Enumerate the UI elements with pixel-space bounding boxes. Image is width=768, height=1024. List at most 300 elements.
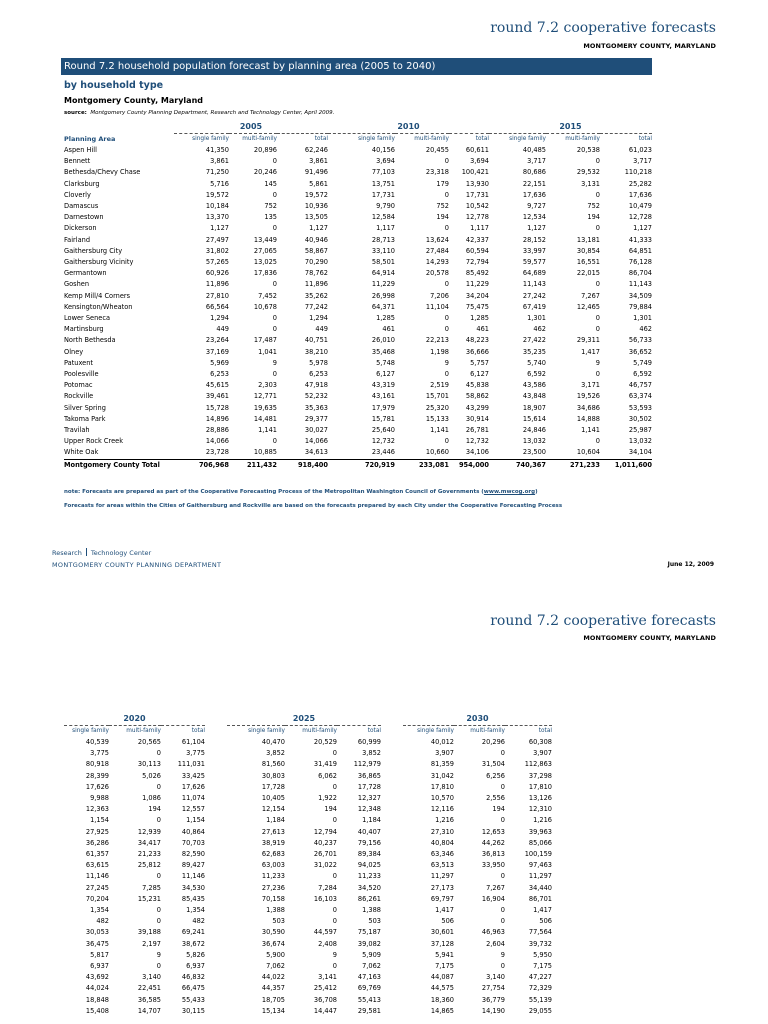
table-cell: 37,128	[430, 939, 454, 948]
table-cell: 13,930	[465, 179, 489, 188]
table-cell: 18,907	[522, 403, 546, 412]
table-cell: 30,590	[261, 928, 285, 937]
table-cell: 1,141	[430, 426, 449, 435]
table-cell: 37,298	[528, 771, 552, 780]
table-cell: 0	[332, 906, 337, 915]
table-cell: 12,939	[137, 827, 161, 836]
table-cell: 31,022	[313, 861, 337, 870]
table-cell: 29,377	[304, 414, 328, 423]
table-cell: 12,653	[481, 827, 505, 836]
table-cell: 29,055	[528, 1006, 552, 1015]
table-cell: 11,146	[181, 872, 205, 881]
table-cell: 94,025	[357, 861, 381, 870]
planning-area-name: Takoma Park	[64, 414, 106, 423]
table-cell: 9	[595, 358, 600, 367]
planning-area-name: Fairland	[64, 235, 91, 244]
planning-area-name: Potomac	[64, 381, 93, 390]
table-cell: 30,601	[430, 928, 454, 937]
table-cell: 62,246	[304, 146, 328, 154]
table-cell: 30,914	[465, 414, 489, 423]
table-cell: 7,175	[533, 962, 552, 971]
table-cell: 0	[500, 782, 505, 791]
table-cell: 0	[595, 325, 600, 334]
table-cell: 0	[156, 749, 161, 758]
table-cell: 63,615	[85, 861, 109, 870]
table-cell: 20,529	[313, 738, 337, 746]
table-cell: 1,417	[435, 906, 454, 915]
table-cell: 61,104	[181, 738, 205, 746]
column-spacer	[381, 793, 403, 804]
table-cell: 17,979	[371, 403, 395, 412]
column-spacer	[381, 916, 403, 927]
table-row	[64, 436, 652, 447]
table-cell: 0	[595, 437, 600, 446]
year-label: 2025	[227, 713, 381, 726]
table-cell: 0	[332, 917, 337, 926]
table-cell: 26,781	[465, 426, 489, 435]
table-cell: 706,968	[174, 459, 229, 471]
county-line: Montgomery County, Maryland	[64, 96, 203, 105]
table-cell: 5,749	[633, 358, 652, 367]
table-cell: 30,027	[304, 426, 328, 435]
table-cell: 21,233	[137, 850, 161, 859]
table-cell: 179	[436, 179, 449, 188]
table-cell: 1,301	[527, 314, 546, 323]
table-cell: 506	[441, 917, 454, 926]
column-header: total	[538, 728, 552, 734]
table-cell: 34,204	[465, 291, 489, 300]
table-cell: 3,171	[581, 381, 600, 390]
table-cell: 80,918	[85, 760, 109, 769]
column-spacer	[381, 995, 403, 1006]
table-cell: 11,229	[465, 280, 489, 289]
table-cell: 64,851	[628, 246, 652, 255]
table-cell: 9	[332, 950, 337, 959]
table-cell: 7,062	[362, 962, 381, 971]
table-cell: 25,640	[371, 426, 395, 435]
footer-research: Research	[52, 549, 82, 557]
table-cell: 112,863	[524, 760, 552, 769]
table-cell: 58,867	[304, 246, 328, 255]
column-spacer	[381, 1006, 403, 1017]
table-cell: 6,937	[90, 962, 109, 971]
table-cell: 77,564	[528, 928, 552, 937]
table-row	[64, 235, 652, 246]
table-cell: 25,282	[628, 179, 652, 188]
table-cell: 461	[382, 325, 395, 334]
table-cell: 0	[444, 190, 449, 199]
table-cell: 44,575	[430, 984, 454, 993]
table-cell: 0	[272, 370, 277, 379]
source-line	[64, 110, 334, 116]
table-cell: 36,585	[137, 995, 161, 1004]
table-cell: 22,151	[522, 179, 546, 188]
column-header: single family	[358, 136, 395, 142]
table-cell: 1,388	[362, 906, 381, 915]
table-cell: 63,346	[430, 850, 454, 859]
table-cell: 0	[332, 962, 337, 971]
column-header: total	[367, 728, 381, 734]
table-cell: 6,592	[527, 370, 546, 379]
table-cell: 40,946	[304, 235, 328, 244]
column-spacer	[205, 916, 227, 927]
table-cell: 23,728	[205, 448, 229, 457]
table-cell: 30,502	[628, 414, 652, 423]
table-cell: 64,914	[371, 269, 395, 278]
table-cell: 0	[272, 314, 277, 323]
table-row	[64, 1006, 552, 1017]
table-cell: 0	[595, 224, 600, 233]
planning-area-name: Patuxent	[64, 358, 94, 367]
table-cell: 19,572	[304, 190, 328, 199]
table-cell: 752	[587, 202, 600, 211]
table-cell: 52,232	[304, 392, 328, 401]
table-cell: 27,173	[430, 883, 454, 892]
table-cell: 271,233	[546, 459, 600, 471]
table-cell: 100,159	[524, 850, 552, 859]
planning-area-name: Kensington/Wheaton	[64, 302, 133, 311]
table-cell: 40,804	[430, 838, 454, 847]
planning-area-name: Clarksburg	[64, 179, 100, 188]
table-cell: 12,771	[253, 392, 277, 401]
planning-area-name: Gaithersburg City	[64, 246, 123, 255]
table-cell: 0	[444, 157, 449, 166]
table-cell: 30,113	[137, 760, 161, 769]
table-cell: 36,708	[313, 995, 337, 1004]
table-cell: 34,520	[357, 883, 381, 892]
table-cell: 23,446	[371, 448, 395, 457]
table-cell: 36,475	[85, 939, 109, 948]
table-cell: 69,241	[181, 928, 205, 937]
table-cell: 954,000	[449, 459, 489, 471]
table-cell: 0	[156, 872, 161, 881]
planning-area-name: Bethesda/Chevy Chase	[64, 168, 141, 177]
table-cell: 30,115	[181, 1006, 205, 1015]
table-row	[64, 950, 552, 961]
table-cell: 43,319	[371, 381, 395, 390]
note-line	[64, 489, 538, 495]
table-row	[64, 414, 652, 425]
column-spacer	[205, 961, 227, 972]
table-cell: 20,455	[425, 146, 449, 154]
table-cell: 1,011,600	[600, 459, 652, 471]
table-cell: 12,363	[85, 805, 109, 814]
table-cell: 27,242	[522, 291, 546, 300]
table-cell: 35,363	[304, 403, 328, 412]
table-cell: 11,143	[522, 280, 546, 289]
column-header: multi-family	[414, 136, 449, 142]
table-row	[64, 279, 652, 290]
table-cell: 3,861	[210, 157, 229, 166]
table-cell: 10,885	[253, 448, 277, 457]
column-spacer	[381, 748, 403, 759]
table-cell: 40,485	[522, 146, 546, 154]
table-cell: 0	[595, 370, 600, 379]
table-cell: 9,988	[90, 794, 109, 803]
planning-area-name: Upper Rock Creek	[64, 437, 124, 446]
table-cell: 0	[272, 325, 277, 334]
table-cell: 0	[444, 325, 449, 334]
table-cell: 11,896	[304, 280, 328, 289]
table-cell: 86,261	[357, 894, 381, 903]
table-cell: 48,223	[465, 336, 489, 345]
table-cell: 1,294	[210, 314, 229, 323]
table-cell: 5,740	[527, 358, 546, 367]
table-cell: 211,432	[229, 459, 277, 471]
table-cell: 5,978	[309, 358, 328, 367]
column-header: single family	[248, 728, 285, 734]
table-cell: 43,299	[465, 403, 489, 412]
table-cell: 63,513	[430, 861, 454, 870]
table-cell: 40,751	[304, 336, 328, 345]
table-cell: 449	[315, 325, 328, 334]
planning-area-name: Aspen Hill	[64, 146, 97, 154]
table-cell: 194	[587, 213, 600, 222]
table-cell: 34,509	[628, 291, 652, 300]
table-cell: 28,713	[371, 235, 395, 244]
table-cell: 70,290	[304, 258, 328, 267]
table-row	[64, 961, 552, 972]
table-cell: 1,198	[430, 347, 449, 356]
table-cell: 9	[272, 358, 277, 367]
column-spacer	[205, 950, 227, 961]
table-cell: 25,412	[313, 984, 337, 993]
table-cell: 11,233	[357, 872, 381, 881]
table-cell: 1,216	[533, 816, 552, 825]
table-cell: 0	[500, 962, 505, 971]
table-cell: 45,615	[205, 381, 229, 390]
table-cell: 63,003	[261, 861, 285, 870]
table-cell: 503	[368, 917, 381, 926]
table-row	[64, 302, 652, 313]
table-cell: 35,468	[371, 347, 395, 356]
table-cell: 86,701	[528, 894, 552, 903]
table-row	[64, 804, 552, 815]
table-cell: 1,127	[527, 224, 546, 233]
table-cell: 5,950	[533, 950, 552, 959]
table-cell: 0	[332, 816, 337, 825]
table-cell: 43,161	[371, 392, 395, 401]
table-cell: 0	[272, 157, 277, 166]
table-row	[64, 167, 652, 178]
table-row	[64, 995, 552, 1006]
table-cell: 43,692	[85, 973, 109, 982]
table-cell: 15,408	[85, 1006, 109, 1015]
table-cell: 13,505	[304, 213, 328, 222]
table-cell: 3,141	[318, 973, 337, 982]
table-cell: 60,594	[465, 246, 489, 255]
table-cell: 462	[533, 325, 546, 334]
table-cell: 39,082	[357, 939, 381, 948]
table-cell: 27,613	[261, 827, 285, 836]
table-row	[64, 268, 652, 279]
column-spacer	[381, 860, 403, 871]
planning-area-name: White Oak	[64, 448, 99, 457]
table-cell: 7,267	[486, 883, 505, 892]
table-cell: 81,560	[261, 760, 285, 769]
table-cell: 47,163	[357, 973, 381, 982]
table-cell: 9,790	[376, 202, 395, 211]
planning-area-name: Rockville	[64, 392, 94, 401]
table-row	[64, 983, 552, 994]
table-cell: 71,250	[205, 168, 229, 177]
table-cell: 39,461	[205, 392, 229, 401]
column-spacer	[205, 838, 227, 849]
table-cell: 17,731	[371, 190, 395, 199]
planning-area-name: Bennett	[64, 157, 91, 166]
table-row	[64, 380, 652, 391]
table-row	[64, 905, 552, 916]
table-cell: 135	[264, 213, 277, 222]
table-row	[64, 324, 652, 335]
column-header: multi-family	[565, 136, 600, 142]
table-cell: 5,748	[376, 358, 395, 367]
table-cell: 39,732	[528, 939, 552, 948]
column-spacer	[205, 995, 227, 1006]
table-cell: 36,652	[628, 347, 652, 356]
table-cell: 14,707	[137, 1006, 161, 1015]
table-cell: 34,104	[628, 448, 652, 457]
table-cell: 3,775	[186, 749, 205, 758]
table-cell: 60,611	[465, 146, 489, 154]
table-row	[64, 347, 652, 358]
table-row	[64, 425, 652, 436]
brand-title-page2: round 7.2 cooperative forecasts	[490, 613, 716, 629]
table-cell: 12,465	[576, 302, 600, 311]
mwcog-link[interactable]: www.mwcog.org	[483, 489, 536, 495]
table-cell: 42,337	[465, 235, 489, 244]
table-cell: 449	[216, 325, 229, 334]
table-cell: 12,348	[357, 805, 381, 814]
footer-tech-center: Technology Center	[90, 549, 152, 557]
column-spacer	[381, 939, 403, 950]
table-cell: 33,950	[481, 861, 505, 870]
footer-date: June 12, 2009	[667, 561, 714, 568]
year-label: 2010	[328, 121, 489, 134]
table-cell: 3,717	[527, 157, 546, 166]
table-cell: 7,284	[318, 883, 337, 892]
table-cell: 31,419	[313, 760, 337, 769]
table-cell: 12,732	[465, 437, 489, 446]
table-cell: 5,817	[90, 950, 109, 959]
table-cell: 5,941	[435, 950, 454, 959]
table-cell: 40,012	[430, 738, 454, 746]
column-spacer	[205, 939, 227, 950]
table-cell: 70,204	[85, 894, 109, 903]
table-cell: 34,106	[465, 448, 489, 457]
table-cell: 1,417	[581, 347, 600, 356]
table-cell: 194	[436, 213, 449, 222]
table-cell: 17,728	[261, 782, 285, 791]
table-cell: 1,141	[258, 426, 277, 435]
table-cell: 506	[539, 917, 552, 926]
table-cell: 34,417	[137, 838, 161, 847]
table-cell: 40,470	[261, 738, 285, 746]
column-spacer	[205, 871, 227, 882]
table-cell: 20,538	[576, 146, 600, 154]
table-cell: 13,032	[522, 437, 546, 446]
table-row	[64, 447, 652, 459]
column-spacer	[381, 961, 403, 972]
table-cell: 70,703	[181, 838, 205, 847]
table-cell: 0	[156, 906, 161, 915]
table-cell: 1,216	[435, 816, 454, 825]
table-cell: 81,359	[430, 760, 454, 769]
table-cell: 3,694	[376, 157, 395, 166]
table-cell: 13,751	[371, 179, 395, 188]
column-spacer	[205, 983, 227, 994]
table-cell: 740,367	[489, 459, 546, 471]
table-cell: 3,131	[581, 179, 600, 188]
table-row	[64, 748, 552, 759]
table-cell: 12,732	[371, 437, 395, 446]
planning-area-name: Germantown	[64, 269, 107, 278]
table-cell: 0	[156, 816, 161, 825]
column-spacer	[205, 894, 227, 905]
table-cell: 6,937	[186, 962, 205, 971]
table-cell: 19,572	[205, 190, 229, 199]
table-cell: 28,399	[85, 771, 109, 780]
table-cell: 77,242	[304, 302, 328, 311]
table-cell: 27,497	[205, 235, 229, 244]
planning-area-name: Kemp Mill/4 Corners	[64, 291, 131, 300]
planning-area-name: Olney	[64, 347, 84, 356]
column-spacer	[205, 759, 227, 770]
table-cell: 27,925	[85, 827, 109, 836]
table-cell: 10,184	[205, 202, 229, 211]
county-total-row	[64, 459, 652, 471]
table-cell: 9	[500, 950, 505, 959]
note-text: note: Forecasts are prepared as part of the Cooperative Forecasting Process of the Metropolitan Washington Council of Governments (	[64, 489, 484, 495]
table-cell: 17,636	[522, 190, 546, 199]
table-cell: 11,896	[205, 280, 229, 289]
table-cell: 0	[500, 917, 505, 926]
year-header-row	[64, 713, 552, 726]
column-spacer	[381, 983, 403, 994]
table-cell: 10,479	[628, 202, 652, 211]
table-cell: 29,311	[576, 336, 600, 345]
table-cell: 64,371	[371, 302, 395, 311]
table-cell: 11,074	[181, 794, 205, 803]
table-row	[64, 871, 552, 882]
table-cell: 112,979	[353, 760, 381, 769]
table-cell: 0	[595, 314, 600, 323]
table-cell: 40,237	[313, 838, 337, 847]
table-cell: 82,590	[181, 850, 205, 859]
table-row	[64, 291, 652, 302]
column-spacer	[205, 849, 227, 860]
table-cell: 44,357	[261, 984, 285, 993]
table-cell: 482	[96, 917, 109, 926]
table-cell: 15,728	[205, 403, 229, 412]
table-cell: 16,551	[576, 258, 600, 267]
planning-area-name: Silver Spring	[64, 403, 106, 412]
planning-area-name: Dickerson	[64, 224, 97, 233]
table-cell: 6,127	[470, 370, 489, 379]
table-cell: 3,717	[633, 157, 652, 166]
table-cell: 72,794	[465, 258, 489, 267]
table-cell: 0	[444, 314, 449, 323]
column-spacer	[381, 950, 403, 961]
table-cell: 11,229	[371, 280, 395, 289]
table-cell: 462	[639, 325, 652, 334]
table-cell: 15,134	[261, 1006, 285, 1015]
table-cell: 36,674	[261, 939, 285, 948]
table-row	[64, 257, 652, 268]
table-row	[64, 927, 552, 938]
table-cell: 233,081	[395, 459, 449, 471]
table-row	[64, 403, 652, 414]
